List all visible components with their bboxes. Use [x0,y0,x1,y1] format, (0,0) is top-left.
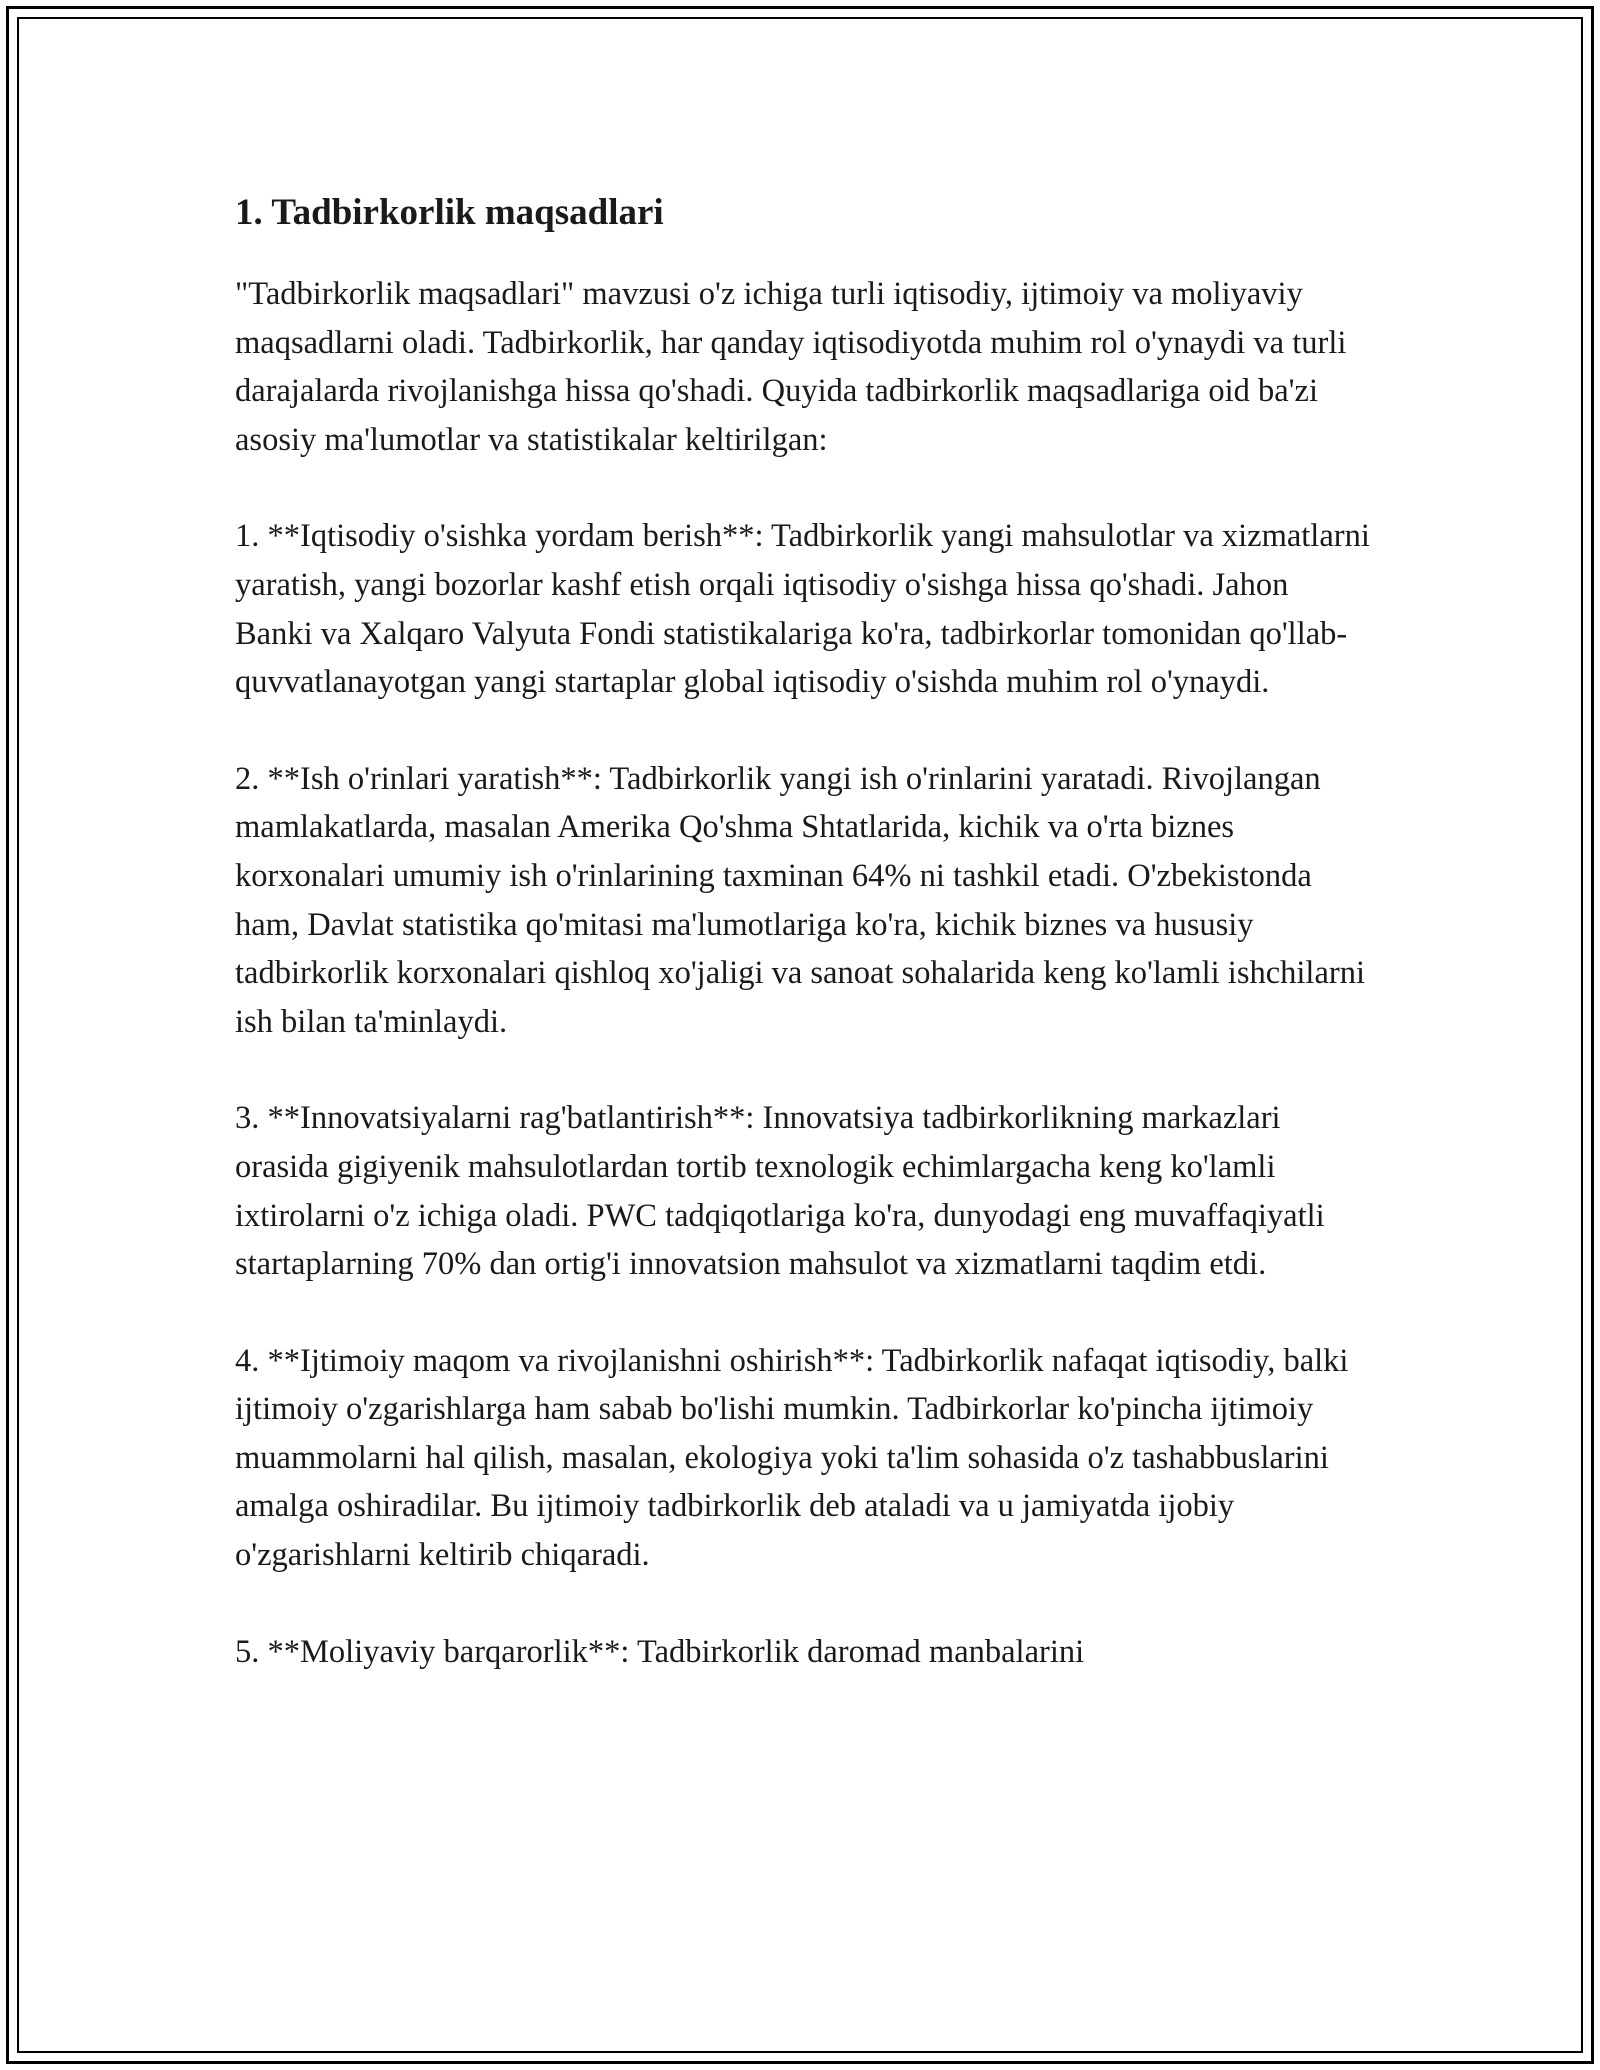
paragraph-economic-growth: 1. **Iqtisodiy o'sishka yordam berish**: Tadbirkorlik yangi mahsulotlar va xizmatlarni yaratish, yangi bozorlar kashf etish orqali iqtisodiy o'sishga hissa qo'shadi. Jahon Banki va Xalqaro Valyuta Fondi statistikalariga ko'ra, tadbirkorlar tomonidan qo'llab-quvvatlanayotgan yangi startaplar global iqtisodiy o'sishda muhim rol o'ynaydi. [235,518,1370,701]
paragraph-innovation: 3. **Innovatsiyalarni rag'batlantirish**: Innovatsiya tadbirkorlikning markazlari orasida gigiyenik mahsulotlardan tortib texnologik echimlargacha keng ko'lamli ixtirolarni o'z ichiga oladi. PWC tadqiqotlariga ko'ra, dunyodagi eng muvaffaqiyatli startaplarning 70% dan ortig'i innovatsion mahsulot va xizmatlarni taqdim etdi. [235,1100,1325,1283]
paragraph-social-status: 4. **Ijtimoiy maqom va rivojlanishni oshirish**: Tadbirkorlik nafaqat iqtisodiy, balki ijtimoiy o'zgarishlarga ham sabab bo'lishi mumkin. Tadbirkorlar ko'pincha ijtimoiy muammolarni hal qilish, masalan, ekologiya yoki ta'lim sohasida o'z tashabbuslarini amalga oshiradilar. Bu ijtimoiy tadbirkorlik deb ataladi va u jamiyatda ijobiy o'zgarishlarni keltirib chiqaradi. [235,1342,1349,1574]
intro-paragraph: "Tadbirkorlik maqsadlari" mavzusi o'z ichiga turli iqtisodiy, ijtimoiy va moliyaviy maqsadlarni oladi. Tadbirkorlik, har qanday iqtisodiyotda muhim rol o'ynaydi va turli darajalarda rivojlanishga hissa qo'shadi. Quyida tadbirkorlik maqsadlariga oid ba'zi asosiy ma'lumotlar va statistikalar keltirilgan: [235,276,1347,458]
document-body [235,188,1370,1724]
section-title: 1. Tadbirkorlik maqsadlari [235,192,664,233]
paragraph-financial-stability: 5. **Moliyaviy barqarorlik**: Tadbirkorlik daromad manbalarini [235,1633,1085,1670]
paragraph-job-creation: 2. **Ish o'rinlari yaratish**: Tadbirkorlik yangi ish o'rinlarini yaratadi. Rivojlangan mamlakatlarda, masalan Amerika Qo'shma Shtatlarida, kichik va o'rta biznes korxonalari umumiy ish o'rinlarining taxminan 64% ni tashkil etadi. O'zbekistonda ham, Davlat statistika qo'mitasi ma'lumotlariga ko'ra, kichik biznes va hususiy tadbirkorlik korxonalari qishloq xo'jaligi va sanoat sohalarida keng ko'lamli ishchilarni ish bilan ta'minlaydi. [235,760,1365,1040]
